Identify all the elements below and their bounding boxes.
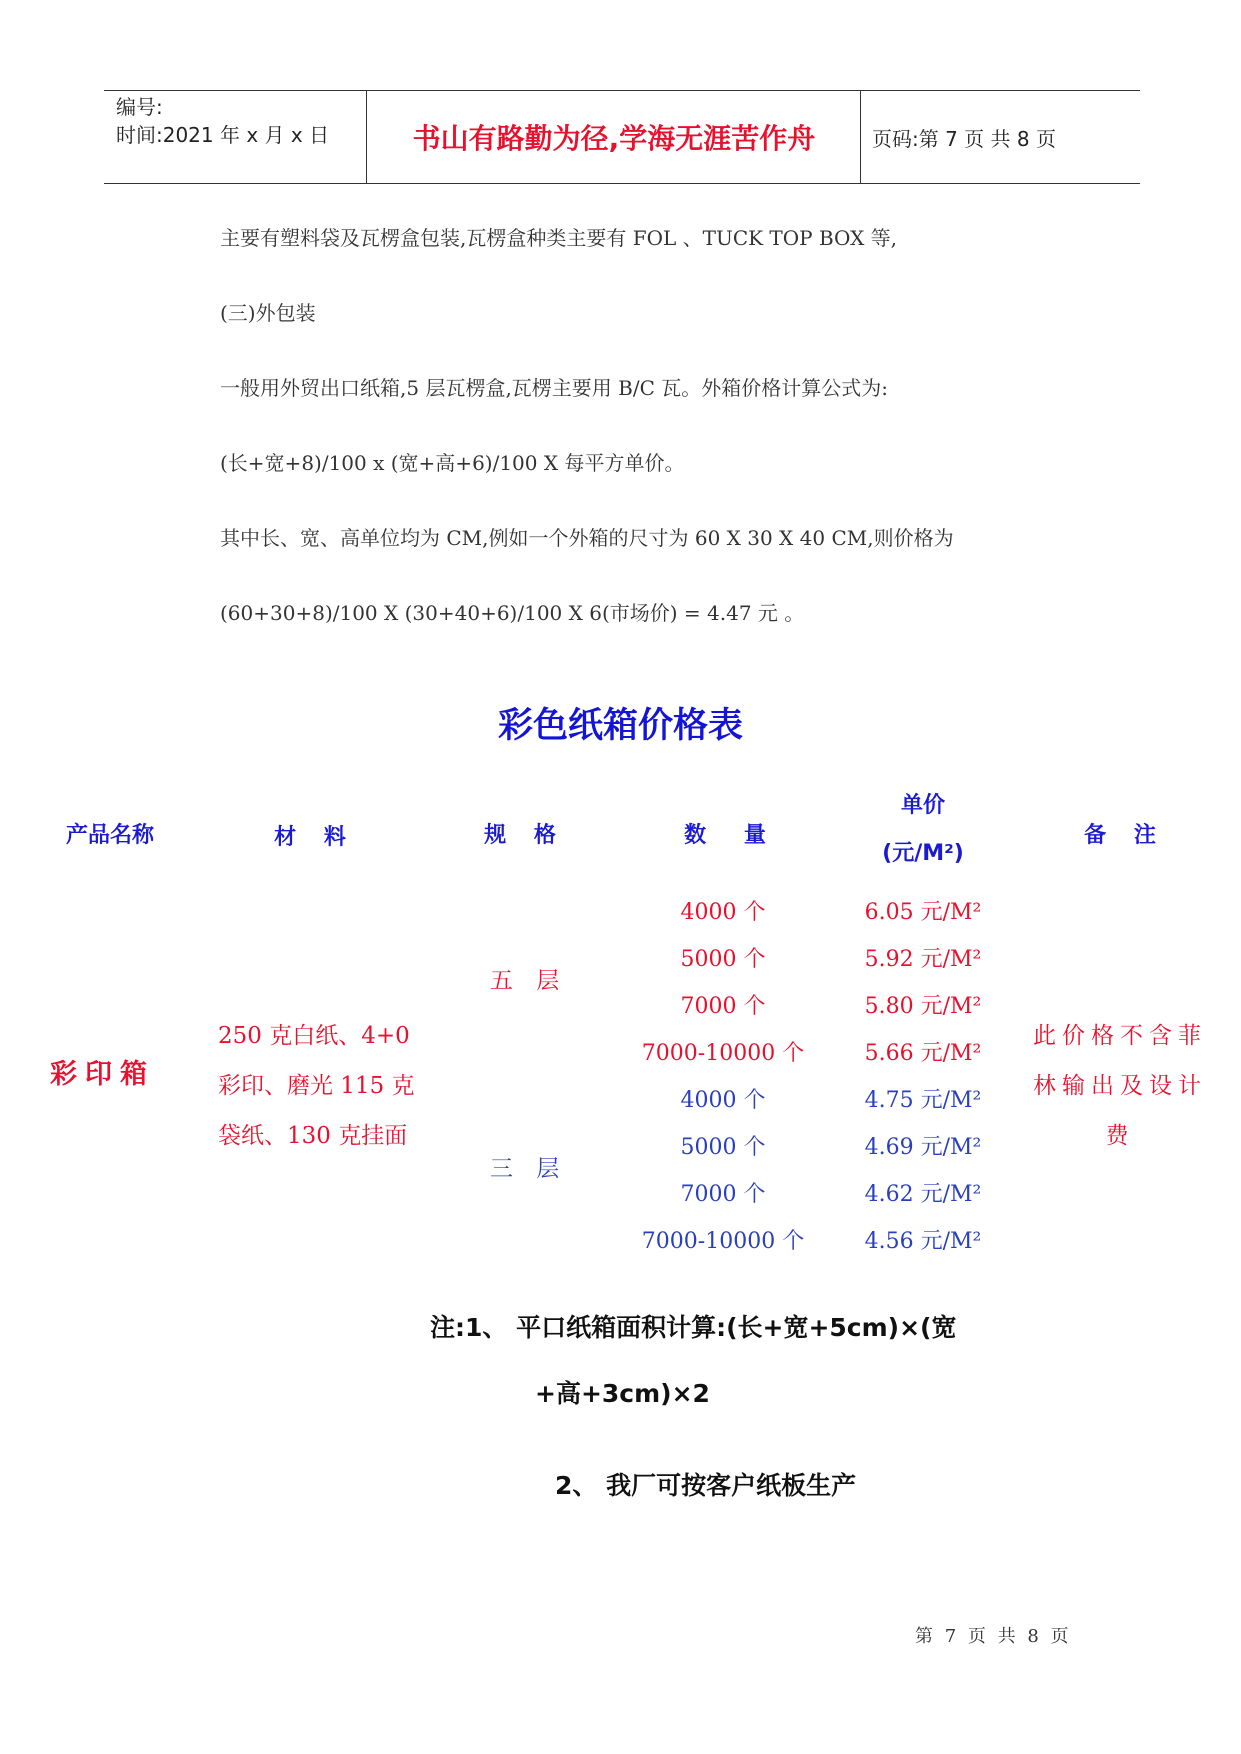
header-divider [860, 91, 861, 183]
product-name: 彩印箱 [50, 1059, 155, 1090]
qty-cell: 7000-10000 个 [641, 1041, 805, 1066]
material-cell: 250 克白纸、4+0 彩印、磨光 115 克袋纸、130 克挂面 [218, 1023, 415, 1149]
price-cell: 5.66 元/M² [864, 1041, 982, 1066]
body-line: 主要有塑料袋及瓦楞盒包装,瓦楞盒种类主要有 FOL 、TUCK TOP BOX 等, [220, 226, 898, 250]
price-cell: 4.56 元/M² [864, 1229, 982, 1254]
header-remark: 备 注 [1084, 823, 1156, 848]
remark-cell: 此价格不含菲林输出及设计费 [1033, 1023, 1207, 1149]
header-price-unit: (元/M²) [882, 841, 964, 866]
layer-three: 三 层 [490, 1156, 568, 1182]
qty-cell: 7000 个 [680, 994, 766, 1019]
price-cell: 5.80 元/M² [864, 994, 982, 1019]
page-header [104, 90, 1140, 184]
header-quantity: 数 量 [684, 823, 766, 848]
header-material: 材 料 [274, 825, 346, 850]
header-page-label: 页码:第 7 页 共 8 页 [872, 127, 1056, 151]
price-cell: 4.75 元/M² [864, 1088, 982, 1113]
note-2: 2、 我厂可按客户纸板生产 [555, 1471, 857, 1500]
qty-cell: 7000 个 [680, 1182, 766, 1207]
price-cell: 4.62 元/M² [864, 1182, 982, 1207]
header-left [116, 93, 329, 149]
body-line: 一般用外贸出口纸箱,5 层瓦楞盒,瓦楞主要用 B/C 瓦。外箱价格计算公式为: [220, 376, 888, 400]
layer-five: 五 层 [490, 968, 568, 994]
page-footer: 第 7 页 共 8 页 [915, 1626, 1072, 1647]
qty-cell: 4000 个 [680, 1088, 766, 1113]
price-cell: 5.92 元/M² [864, 947, 982, 972]
header-product: 产品名称 [65, 823, 154, 848]
table-title: 彩色纸箱价格表 [497, 706, 743, 746]
formula-line: (长+宽+8)/100 x (宽+高+6)/100 X 每平方单价。 [220, 451, 685, 475]
qty-cell: 5000 个 [680, 1135, 766, 1160]
price-cell: 6.05 元/M² [864, 900, 982, 925]
note-1-continued: +高+3cm)×2 [535, 1379, 710, 1408]
qty-cell: 5000 个 [680, 947, 766, 972]
header-spec: 规 格 [484, 823, 556, 848]
doc-number-label: 编号: [116, 95, 163, 119]
formula-example: (60+30+8)/100 X (30+40+6)/100 X 6(市场价) = 4.47 元 。 [220, 601, 805, 625]
section-heading: (三)外包装 [220, 301, 316, 325]
header-divider [366, 91, 367, 183]
qty-cell: 7000-10000 个 [641, 1229, 805, 1254]
qty-cell: 4000 个 [680, 900, 766, 925]
body-line: 其中长、宽、高单位均为 CM,例如一个外箱的尺寸为 60 X 30 X 40 CM,则价格为 [220, 526, 954, 550]
header-motto: 书山有路勤为径,学海无涯苦作舟 [412, 122, 816, 155]
price-cell: 4.69 元/M² [864, 1135, 982, 1160]
note-1: 注:1、 平口纸箱面积计算:(长+宽+5cm)×(宽 [430, 1313, 957, 1342]
doc-time-label: 时间:2021 年 x 月 x 日 [116, 123, 330, 147]
header-price: 单价 [900, 793, 945, 818]
